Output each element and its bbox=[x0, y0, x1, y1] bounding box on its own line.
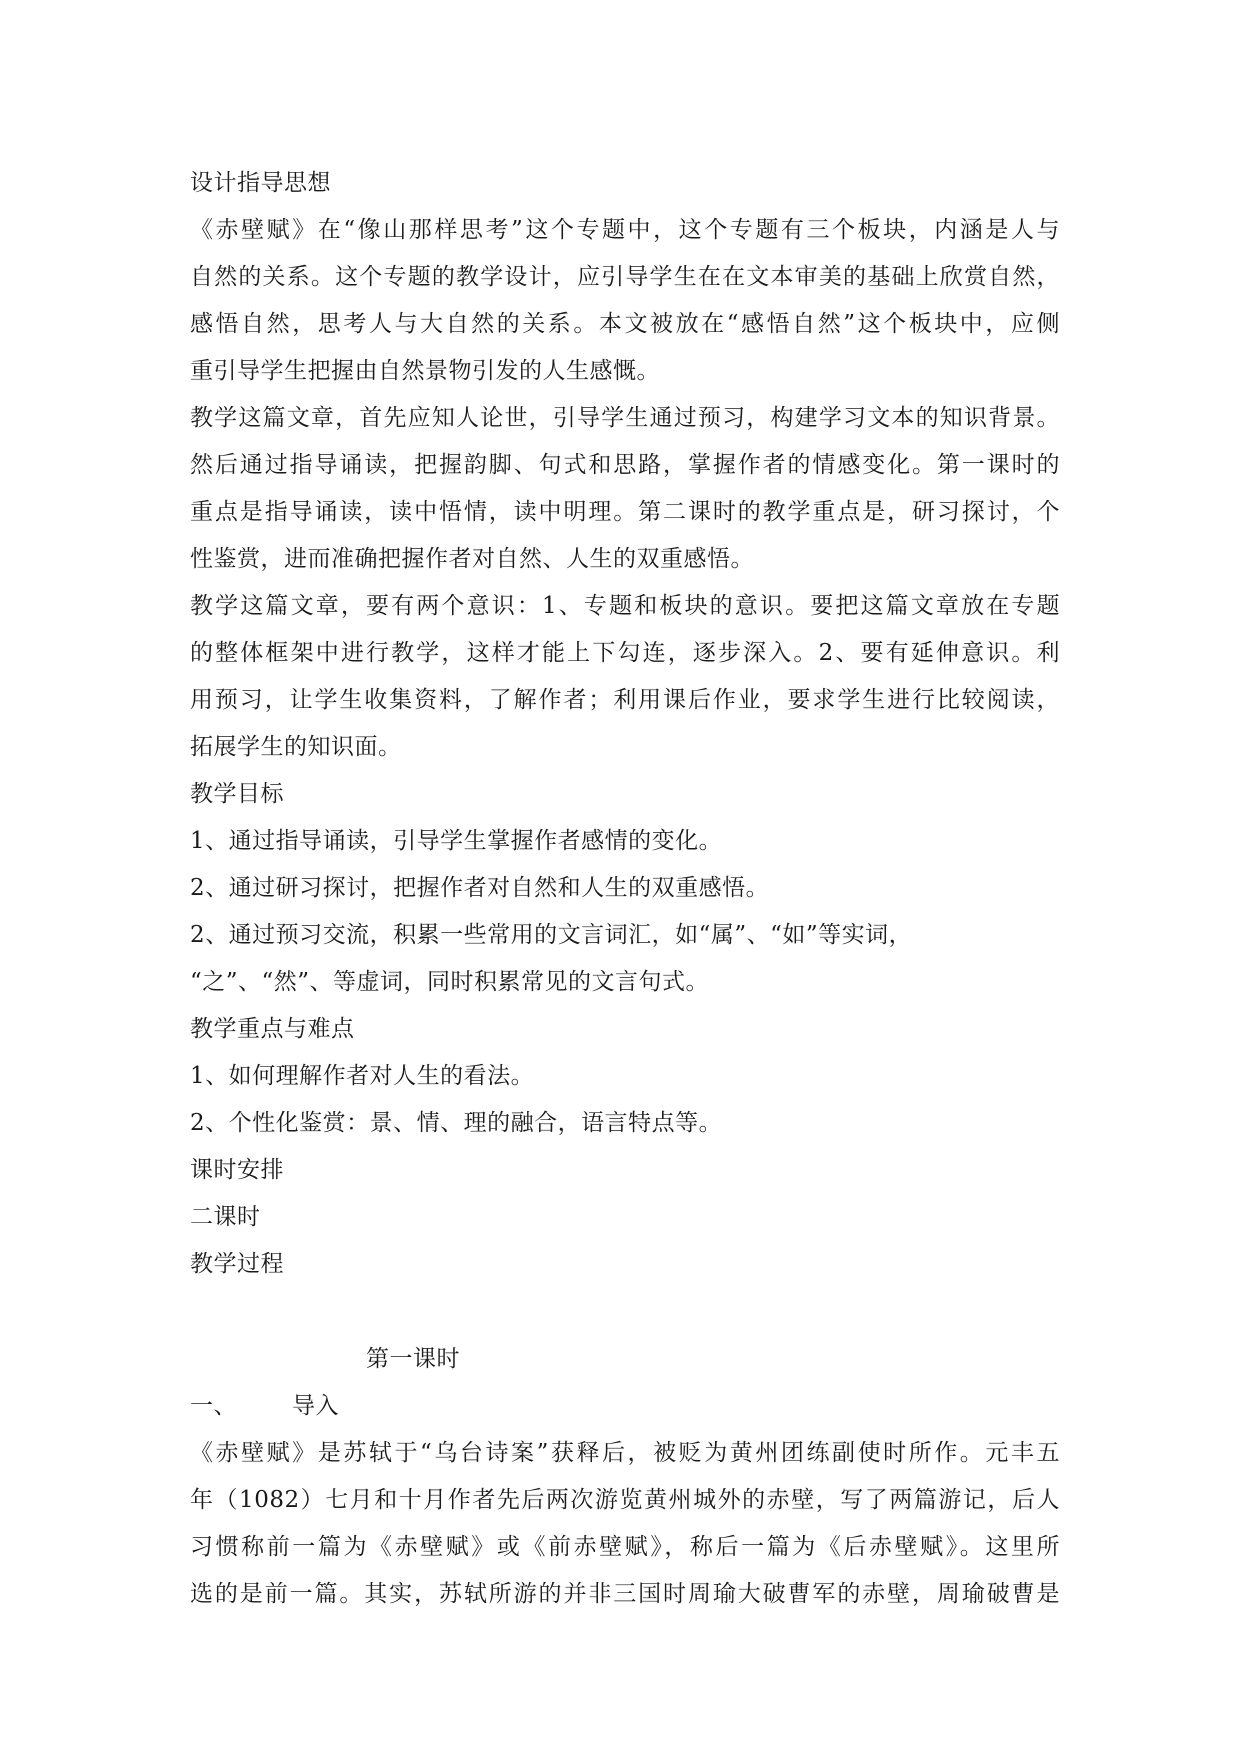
key-point-item: 2、个性化鉴赏：景、情、理的融合，语言特点等。 bbox=[190, 1110, 723, 1136]
blank-line bbox=[190, 1288, 1060, 1336]
paragraph-line: 的整体框架中进行教学，这样才能上下勾连，逐步深入。2、要有延伸意识。利 bbox=[190, 640, 1060, 666]
section-heading bbox=[190, 1383, 1060, 1430]
goal-item: 1、通过指导诵读，引导学生掌握作者感情的变化。 bbox=[190, 828, 723, 854]
teaching-paragraph-1 bbox=[190, 395, 1060, 583]
paragraph-line: 习惯称前一篇为《赤壁赋》或《前赤壁赋》，称后一篇为《后赤壁赋》。这里所 bbox=[190, 1534, 1060, 1560]
goals-list bbox=[190, 818, 1060, 1006]
paragraph-line: 感悟自然，思考人与大自然的关系。本文被放在“感悟自然”这个板块中，应侧 bbox=[190, 311, 1060, 337]
paragraph-line: 然后通过指导诵读，把握韵脚、句式和思路，掌握作者的情感变化。第一课时的 bbox=[190, 452, 1060, 478]
paragraph-line: 《赤壁赋》是苏轼于“乌台诗案”获释后，被贬为黄州团练副使时所作。元丰五 bbox=[190, 1440, 1060, 1466]
paragraph-line: 性鉴赏，进而准确把握作者对自然、人生的双重感悟。 bbox=[190, 546, 754, 572]
intro-paragraph bbox=[190, 1430, 1060, 1618]
paragraph-line: 重点是指导诵读，读中悟情，读中明理。第二课时的教学重点是，研习探讨，个 bbox=[190, 499, 1060, 525]
teaching-paragraph-2 bbox=[190, 583, 1060, 771]
document-body bbox=[190, 160, 1060, 1618]
key-points-list bbox=[190, 1053, 1060, 1147]
paragraph-line: 选的是前一篇。其实，苏轼所游的并非三国时周瑜大破曹军的赤壁，周瑜破曹是 bbox=[190, 1581, 1060, 1607]
paragraph-line: 自然的关系。这个专题的教学设计，应引导学生在在文本审美的基础上欣赏自然， bbox=[190, 264, 1060, 290]
heading-key-points: 教学重点与难点 bbox=[190, 1016, 355, 1042]
paragraph-line: 重引导学生把握由自然景物引发的人生感慨。 bbox=[190, 358, 660, 384]
goal-item: 2、通过研习探讨，把握作者对自然和人生的双重感悟。 bbox=[190, 875, 770, 901]
schedule-value: 二课时 bbox=[190, 1204, 261, 1230]
section-title: 导入 bbox=[292, 1393, 339, 1419]
heading-process: 教学过程 bbox=[190, 1251, 284, 1277]
design-paragraph bbox=[190, 207, 1060, 395]
heading-design-guidance: 设计指导思想 bbox=[190, 170, 331, 196]
paragraph-line: 年（1082）七月和十月作者先后两次游览黄州城外的赤壁，写了两篇游记，后人 bbox=[190, 1487, 1060, 1513]
lesson-title: 第一课时 bbox=[366, 1346, 460, 1372]
paragraph-line: 拓展学生的知识面。 bbox=[190, 734, 402, 760]
key-point-item: 1、如何理解作者对人生的看法。 bbox=[190, 1063, 535, 1089]
goal-item: 2、通过预习交流，积累一些常用的文言词汇，如“属”、“如”等实词， bbox=[190, 922, 913, 948]
section-number: 一、 bbox=[190, 1393, 237, 1419]
goal-item: “之”、“然”、等虚词，同时积累常见的文言句式。 bbox=[190, 969, 710, 995]
paragraph-line: 用预习，让学生收集资料，了解作者；利用课后作业，要求学生进行比较阅读， bbox=[190, 687, 1060, 713]
paragraph-line: 教学这篇文章，要有两个意识：1、专题和板块的意识。要把这篇文章放在专题 bbox=[190, 593, 1060, 619]
heading-teaching-goals: 教学目标 bbox=[190, 781, 284, 807]
heading-schedule: 课时安排 bbox=[190, 1157, 284, 1183]
paragraph-line: 《赤壁赋》在“像山那样思考”这个专题中，这个专题有三个板块，内涵是人与 bbox=[190, 217, 1060, 243]
paragraph-line: 教学这篇文章，首先应知人论世，引导学生通过预习，构建学习文本的知识背景。 bbox=[190, 405, 1060, 431]
